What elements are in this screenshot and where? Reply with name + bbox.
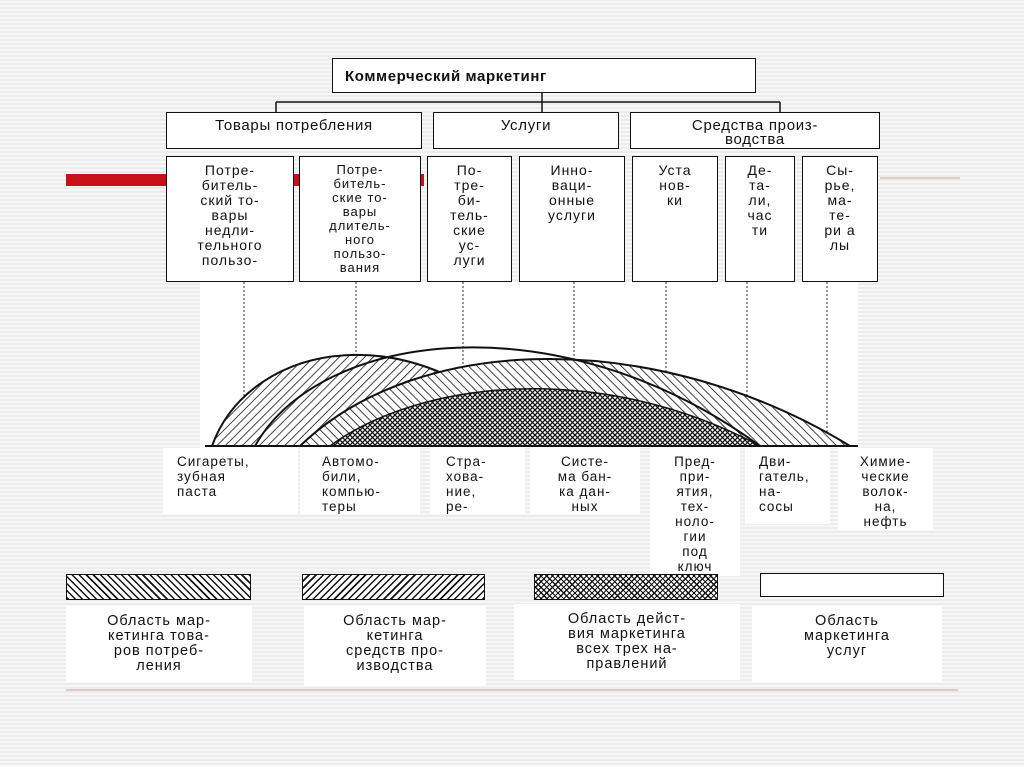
legend-label-services: Область маркетинга услуг [752,606,942,682]
legend-label-production-means: Область мар- кетинга средств про- изводства [304,606,486,686]
accent-bar-left [66,174,166,186]
example-engines-pumps: Дви- гатель, на- сосы [745,448,830,524]
example-cars: Автомо- били, компью- теры [300,448,420,514]
subcategory-innovative-services: Инно- ваци- онные услуги [519,156,625,282]
example-chemical-fibers: Химие- ческие волок- на, нефть [838,448,933,530]
example-cigarettes: Сигареты, зубная паста [163,448,298,514]
legend-swatch-production-means [302,574,485,600]
tree-connectors [276,91,780,113]
example-insurance: Стра- хова- ние, ре- [430,448,525,514]
subcategory-consumer-services: По- тре- би- тель- ские ус- луги [427,156,512,282]
subcategory-consumer-durable: Потре- битель- ские то- вары длитель- ного пользо- вания [299,156,421,282]
subcategory-parts: Де- та- ли, час ти [725,156,795,282]
example-database-system: Систе- ма бан- ка дан- ных [530,448,640,514]
subcategory-raw-materials: Сы- рье, ма- те- ри а лы [802,156,878,282]
legend-label-consumer-goods: Область мар- кетинга това- ров потреб- ления [66,606,252,682]
category-consumer-goods: Товары потребления [166,112,422,149]
legend-swatch-consumer-goods [66,574,251,600]
subcategory-consumer-nondurable: Потре- битель- ский то- вары недли- тельного пользо- [166,156,294,282]
category-services: Услуги [433,112,619,149]
subcategory-installations: Уста нов- ки [632,156,718,282]
commercial-marketing-title: Коммерческий маркетинг [332,58,756,93]
legend-label-all-directions: Область дейст- вия маркетинга всех трех на- правлений [514,604,740,680]
example-turnkey-enterprises: Пред- при- ятия, тех- ноло- гии под ключ [650,448,740,576]
category-production-means: Средства произ- водства [630,112,880,149]
legend-swatch-services [760,573,944,597]
legend-swatch-all-directions [534,574,718,600]
